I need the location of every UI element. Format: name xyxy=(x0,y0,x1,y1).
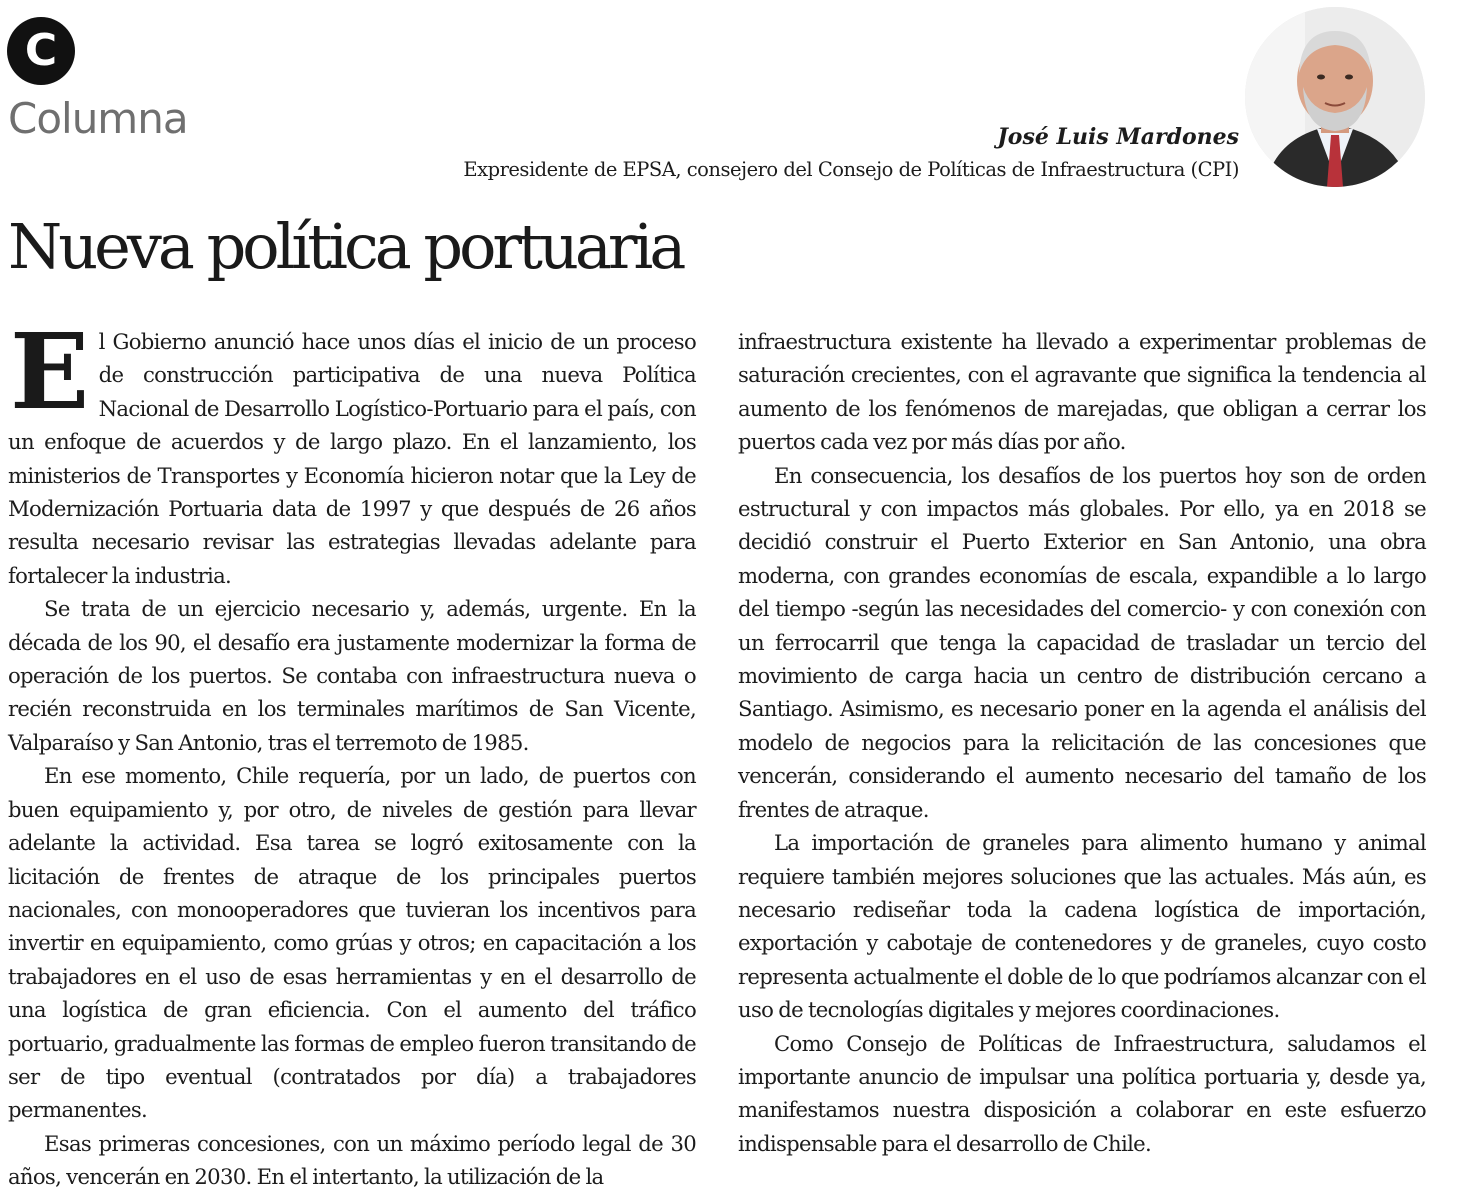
drop-cap: E xyxy=(10,310,89,433)
paragraph: Se trata de un ejercicio necesario y, además, urgente. En la década de los 90, el desafío era justamente modernizar la forma de operación de los puertos. Se contaba con infraestructura nueva o recién reconstruida en los terminales marítimos de San Vicente, Valparaíso y San Antonio, tras el terremoto de 1985. xyxy=(8,596,696,755)
paragraph: La importación de graneles para alimento humano y animal requiere también mejores soluciones que las actuales. Más aún, es necesario rediseñar toda la cadena logística de importación, exportación y cabotaje de contenedores y de graneles, cuyo costo representa actualmente el doble de lo que podríamos alcanzar con el uso de tecnologías digitales y mejores coordinaciones. xyxy=(738,830,1426,1023)
article-column-right xyxy=(738,325,1426,1160)
column-logo: C xyxy=(7,17,75,85)
author-portrait xyxy=(1245,7,1425,187)
author-role: Expresidente de EPSA, consejero del Consejo de Políticas de Infraestructura (CPI) xyxy=(463,158,1239,181)
paragraph: Esas primeras concesiones, con un máximo período legal de 30 años, vencerán en 2030. En el intertanto, la utilización de la xyxy=(8,1130,696,1190)
paragraph: infraestructura existente ha llevado a experimentar problemas de saturación crecientes, con el agravante que significa la tendencia al aumento de los fenómenos de marejadas, que obligan a cerrar los puertos cada vez por más días por año. xyxy=(738,329,1426,455)
section-label: Columna xyxy=(8,94,188,143)
paragraph: En consecuencia, los desafíos de los puertos hoy son de orden estructural y con impactos más globales. Por ello, ya en 2018 se decidió construir el Puerto Exterior en San Antonio, una obra moderna, con grandes economías de escala, expandible a lo largo del tiempo -según las necesidades del comercio- y con conexión con un ferrocarril que tenga la capacidad de trasladar un tercio del movimiento de carga hacia un centro de distribución cercano a Santiago. Asimismo, es necesario poner en la agenda el análisis del modelo de negocios para la relicitación de las concesiones que vencerán, considerando el aumento necesario del tamaño de los frentes de atraque. xyxy=(738,462,1426,822)
paragraph: Como Consejo de Políticas de Infraestructura, saludamos el importante anuncio de impulsar una política portuaria y, desde ya, manifestamos nuestra disposición a colaborar en este esfuerzo indispensable para el desarrollo de Chile. xyxy=(738,1030,1426,1156)
paragraph xyxy=(8,310,696,592)
article-title: Nueva política portuaria xyxy=(8,210,683,283)
author-photo-illustration xyxy=(1245,7,1425,187)
paragraph-text: l Gobierno anunció hace unos días el inicio de un proceso de construcción participativa de una nueva Política Nacional de Desarrollo Logístico-Portuario para el país, con un enfoque de acuerdos y de largo plazo. En el lanzamiento, los ministerios de Transportes y Economía hicieron notar que la Ley de Modernización Portuaria data de 1997 y que después de 26 años resulta necesario revisar las estrategias llevadas adelante para fortalecer la industria. xyxy=(8,329,696,588)
author-name: José Luis Mardones xyxy=(997,124,1239,150)
paragraph: En ese momento, Chile requería, por un lado, de puertos con buen equipamiento y, por otro, de niveles de gestión para llevar adelante la actividad. Esa tarea se logró exitosamente con la licitación de frentes de atraque de los principales puertos nacionales, con monooperadores que tuvieran los incentivos para invertir en equipamiento, como grúas y otros; en capacitación a los trabajadores en el uso de esas herramientas y en el desarrollo de una logística de gran eficiencia. Con el aumento del tráfico portuario, gradualmente las formas de empleo fueron transitando de ser de tipo eventual (contratados por día) a trabajadores permanentes. xyxy=(8,763,696,1123)
article-column-left xyxy=(8,310,696,1194)
